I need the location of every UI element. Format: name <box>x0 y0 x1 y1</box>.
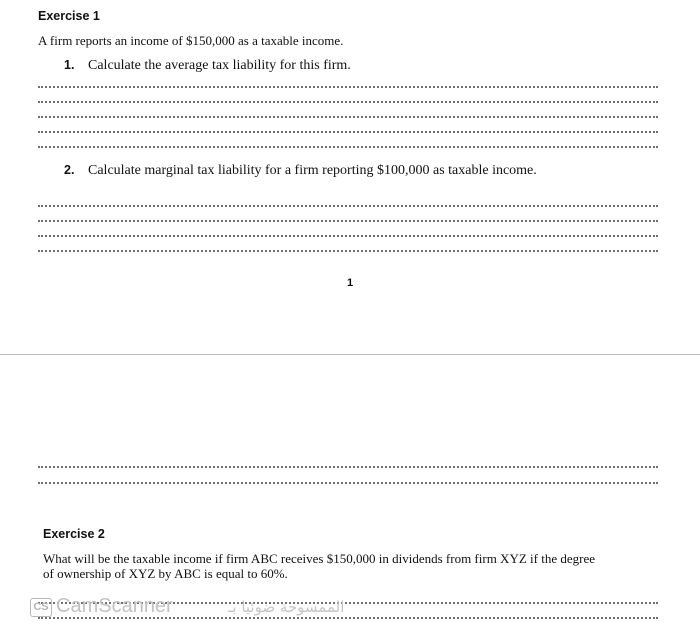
answer-line <box>38 146 658 148</box>
answer-line <box>38 466 658 468</box>
exercise-2-question-line-2: of ownership of XYZ by ABC is equal to 60%. <box>43 566 288 581</box>
question-2-number: 2. <box>64 163 75 177</box>
answer-line <box>38 86 658 88</box>
question-1 <box>64 58 351 74</box>
exercise-1-title: Exercise 1 <box>38 9 100 23</box>
answer-line <box>38 235 658 237</box>
exercise-1-intro: A firm reports an income of $150,000 as a taxable income. <box>38 33 344 48</box>
question-1-text: Calculate the average tax liability for this firm. <box>88 58 351 73</box>
answer-line <box>38 205 658 207</box>
question-1-number: 1. <box>64 58 75 72</box>
question-2-text: Calculate marginal tax liability for a firm reporting $100,000 as taxable income. <box>88 163 537 178</box>
exercise-2-question-line-1: What will be the taxable income if firm ABC receives $150,000 in dividends from firm XYZ if the degree <box>43 551 595 566</box>
watermark-arabic: الممسوحة ضوئيا بـ <box>228 598 345 616</box>
answer-line <box>38 482 658 484</box>
watermark-text: CamScanner <box>56 595 173 617</box>
page-number: 1 <box>347 277 354 289</box>
answer-line <box>38 250 658 252</box>
page-divider <box>0 354 700 355</box>
answer-line <box>38 101 658 103</box>
exercise-2-title: Exercise 2 <box>43 527 105 541</box>
question-2 <box>64 163 537 179</box>
answer-line <box>38 116 658 118</box>
camscanner-logo-icon: CS <box>30 598 52 617</box>
answer-line <box>38 220 658 222</box>
answer-line <box>38 131 658 133</box>
